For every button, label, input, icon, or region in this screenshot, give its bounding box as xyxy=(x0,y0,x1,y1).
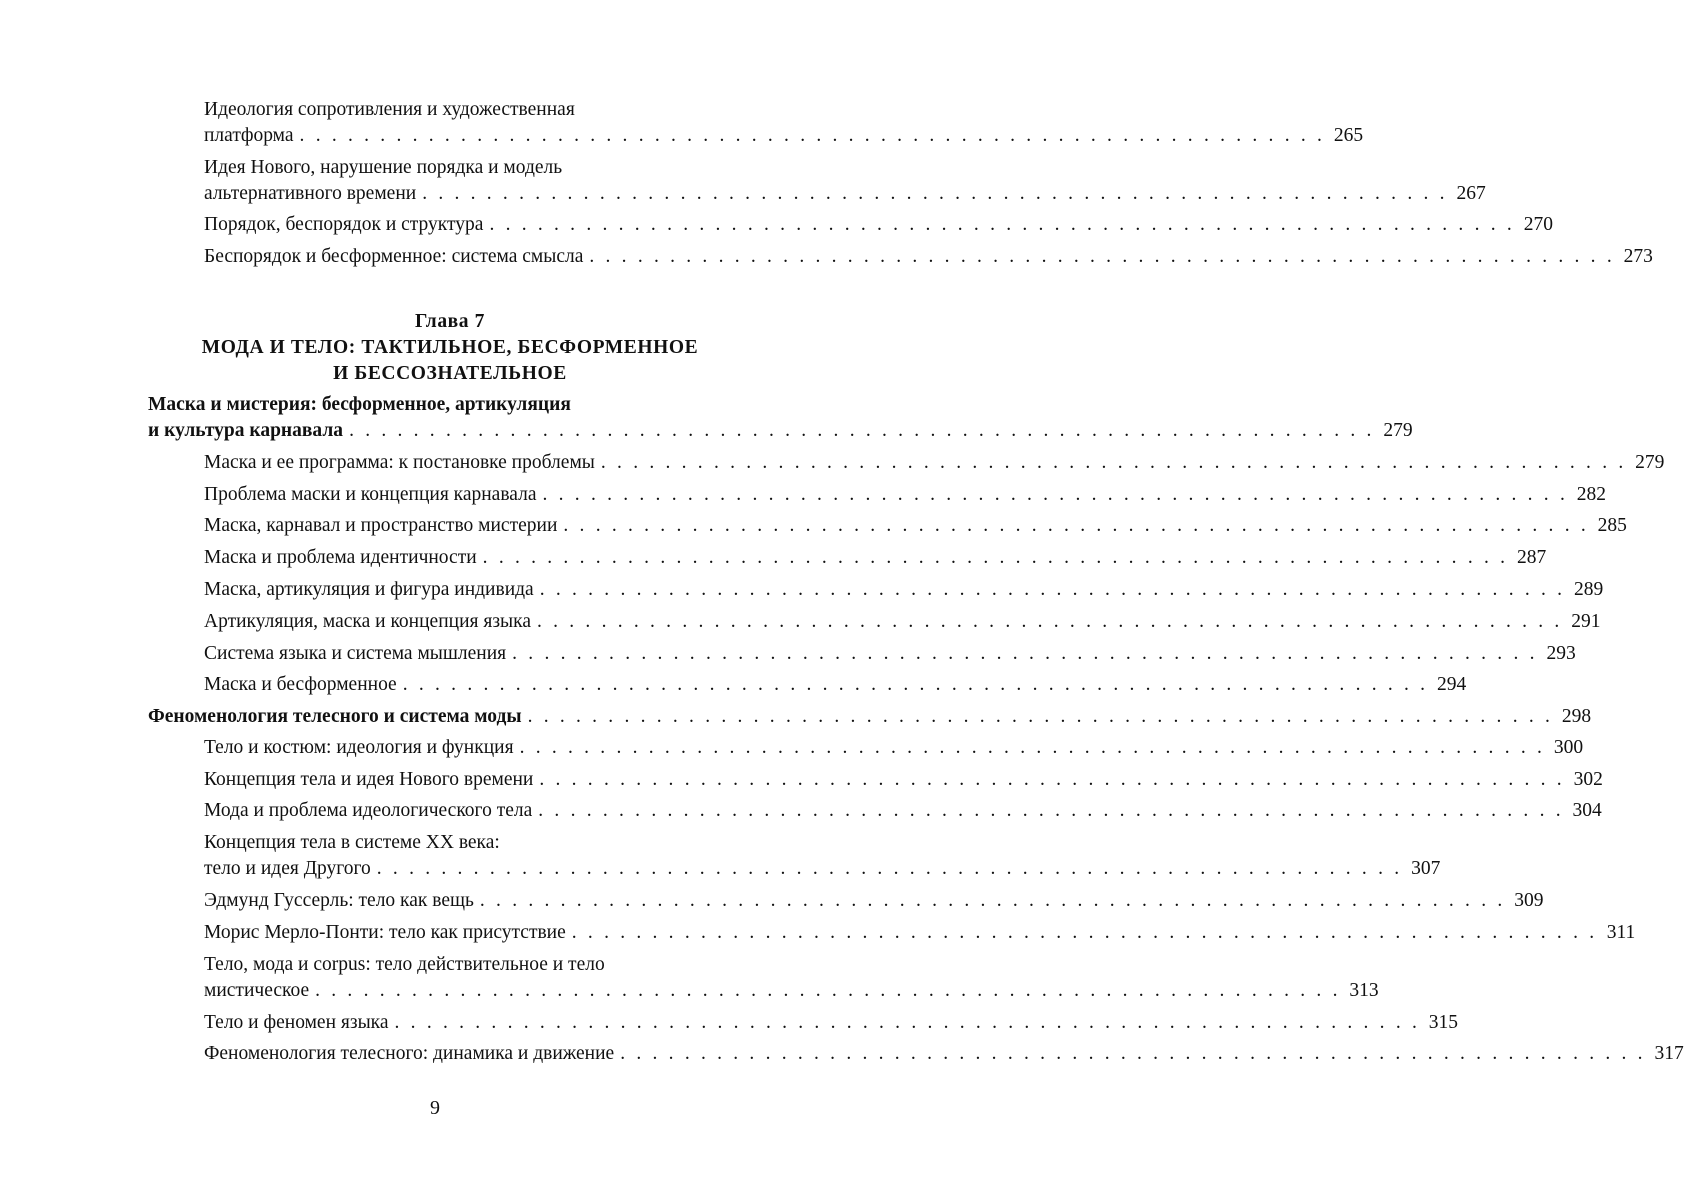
toc-entry xyxy=(204,767,1603,793)
entry-title: Мода и проблема идеологического тела xyxy=(204,800,533,821)
toc-entry xyxy=(204,920,1636,946)
page-ref: 294 xyxy=(1437,674,1467,695)
page-ref: 309 xyxy=(1514,890,1544,911)
page-ref: 315 xyxy=(1428,1012,1459,1033)
entry-title: Феноменология телесного: динамика и движение xyxy=(204,1043,615,1064)
entry-title-line1: Идея Нового, нарушение порядка и модель xyxy=(204,157,563,178)
entry-title: Артикуляция, маска и концепция языка xyxy=(204,611,531,632)
dot-leader: . . . . . . . . . . . . . . . . . . . . . . . . . . . . . . . . . . . . . . . . . . . . . . . . . . . . . . . . . . . . . . . . xyxy=(589,246,1615,267)
dot-leader: . . . . . . . . . . . . . . . . . . . . . . . . . . . . . . . . . . . . . . . . . . . . . . . . . . . . . . . . . . . . . . . . xyxy=(376,858,1403,879)
entry-title: альтернативного времени xyxy=(204,183,417,204)
page-number: 9 xyxy=(430,1097,440,1119)
toc-entry xyxy=(204,1010,1459,1036)
page-ref: 270 xyxy=(1523,214,1553,235)
entry-title: Маска и бесформенное xyxy=(204,674,397,695)
page-ref: 279 xyxy=(1635,452,1665,473)
entry-title: тело и идея Другого xyxy=(204,858,371,879)
dot-leader: . . . . . . . . . . . . . . . . . . . . . . . . . . . . . . . . . . . . . . . . . . . . . . . . . . . . . . . . . . . . . . . . xyxy=(519,737,1546,758)
dot-leader: . . . . . . . . . . . . . . . . . . . . . . . . . . . . . . . . . . . . . . . . . . . . . . . . . . . . . . . . . . . . . . . . xyxy=(402,674,1429,695)
entry-title: Концепция тела и идея Нового времени xyxy=(204,769,534,790)
dot-leader: . . . . . . . . . . . . . . . . . . . . . . . . . . . . . . . . . . . . . . . . . . . . . . . . . . . . . . . . . . . . . . . . xyxy=(422,183,1448,204)
page-ref: 282 xyxy=(1576,484,1607,505)
page-ref: 267 xyxy=(1456,183,1486,204)
entry-title: Маска и проблема идентичности xyxy=(204,547,477,568)
toc-entry xyxy=(204,450,1665,476)
page-ref: 298 xyxy=(1561,706,1592,727)
toc-entry xyxy=(204,482,1607,508)
entry-title: Проблема маски и концепция карнавала xyxy=(204,484,537,505)
dot-leader: . . . . . . . . . . . . . . . . . . . . . . . . . . . . . . . . . . . . . . . . . . . . . . . . . . . . . . . . . . . . . . . . xyxy=(539,769,1565,790)
toc-entry xyxy=(204,609,1601,635)
page-ref: 265 xyxy=(1333,125,1364,146)
dot-leader: . . . . . . . . . . . . . . . . . . . . . . . . . . . . . . . . . . . . . . . . . . . . . . . . . . . . . . . . . . . . . . . . xyxy=(349,420,1375,441)
page-ref: 273 xyxy=(1623,246,1653,267)
page-ref: 291 xyxy=(1571,611,1601,632)
section-title: и культура карнавала xyxy=(148,420,344,441)
page-ref: 313 xyxy=(1349,980,1379,1001)
toc-entry xyxy=(204,952,1379,1004)
entry-title: Беспорядок и бесформенное: система смысла xyxy=(204,246,584,267)
dot-leader: . . . . . . . . . . . . . . . . . . . . . . . . . . . . . . . . . . . . . . . . . . . . . . . . . . . . . . . . . . . . . . . . xyxy=(571,922,1598,943)
page-ref: 285 xyxy=(1597,515,1627,536)
toc-entry xyxy=(204,244,1653,270)
page-ref: 289 xyxy=(1573,579,1604,600)
page-ref: 311 xyxy=(1606,922,1636,943)
page-ref: 307 xyxy=(1411,858,1441,879)
dot-leader: . . . . . . . . . . . . . . . . . . . . . . . . . . . . . . . . . . . . . . . . . . . . . . . . . . . . . . . . . . . . . . . . xyxy=(600,452,1627,473)
dot-leader: . . . . . . . . . . . . . . . . . . . . . . . . . . . . . . . . . . . . . . . . . . . . . . . . . . . . . . . . . . . . . . . . xyxy=(482,547,1509,568)
entry-title-line1: Концепция тела в системе XX века: xyxy=(204,832,500,853)
dot-leader: . . . . . . . . . . . . . . . . . . . . . . . . . . . . . . . . . . . . . . . . . . . . . . . . . . . . . . . . . . . . . . . . xyxy=(527,706,1554,727)
dot-leader: . . . . . . . . . . . . . . . . . . . . . . . . . . . . . . . . . . . . . . . . . . . . . . . . . . . . . . . . . . . . . . . . xyxy=(489,214,1515,235)
toc-entry xyxy=(204,641,1576,667)
toc-entry xyxy=(204,888,1544,914)
entry-title: Эдмунд Гуссерль: тело как вещь xyxy=(204,890,474,911)
page-ref: 317 xyxy=(1654,1043,1684,1064)
page-ref: 293 xyxy=(1546,643,1576,664)
toc-entry xyxy=(204,513,1627,539)
toc-section xyxy=(148,392,1413,444)
entry-title: Маска, карнавал и пространство мистерии xyxy=(204,515,558,536)
section-title: Феноменология телесного и система моды xyxy=(148,706,522,727)
entry-title-line1: Идеология сопротивления и художественная xyxy=(204,99,575,120)
dot-leader: . . . . . . . . . . . . . . . . . . . . . . . . . . . . . . . . . . . . . . . . . . . . . . . . . . . . . . . . . . . . . . . . xyxy=(563,515,1589,536)
dot-leader: . . . . . . . . . . . . . . . . . . . . . . . . . . . . . . . . . . . . . . . . . . . . . . . . . . . . . . . . . . . . . . . . xyxy=(620,1043,1646,1064)
page-ref: 287 xyxy=(1516,547,1547,568)
page-ref: 304 xyxy=(1572,800,1602,821)
dot-leader: . . . . . . . . . . . . . . . . . . . . . . . . . . . . . . . . . . . . . . . . . . . . . . . . . . . . . . . . . . . . . . . . xyxy=(512,643,1538,664)
dot-leader: . . . . . . . . . . . . . . . . . . . . . . . . . . . . . . . . . . . . . . . . . . . . . . . . . . . . . . . . . . . . . . . . xyxy=(479,890,1506,911)
chapter-title-line1: МОДА И ТЕЛО: ТАКТИЛЬНОЕ, БЕСФОРМЕННОЕ xyxy=(201,337,699,358)
toc-entry xyxy=(204,735,1584,761)
toc-entry xyxy=(204,798,1602,824)
toc-entry xyxy=(204,97,1364,149)
toc-entry xyxy=(204,577,1604,603)
entry-title: Маска и ее программа: к постановке проблемы xyxy=(204,452,595,473)
section-title-line1: Маска и мистерия: бесформенное, артикуляция xyxy=(148,394,571,415)
toc-section xyxy=(148,704,1592,730)
chapter-number: Глава 7 xyxy=(414,311,485,332)
entry-title: мистическое xyxy=(204,980,310,1001)
dot-leader: . . . . . . . . . . . . . . . . . . . . . . . . . . . . . . . . . . . . . . . . . . . . . . . . . . . . . . . . . . . . . . . . xyxy=(539,579,1566,600)
toc-entry xyxy=(204,545,1547,571)
entry-title: Тело и феномен языка xyxy=(204,1012,389,1033)
dot-leader: . . . . . . . . . . . . . . . . . . . . . . . . . . . . . . . . . . . . . . . . . . . . . . . . . . . . . . . . . . . . . . . . xyxy=(315,980,1341,1001)
dot-leader: . . . . . . . . . . . . . . . . . . . . . . . . . . . . . . . . . . . . . . . . . . . . . . . . . . . . . . . . . . . . . . . . xyxy=(299,125,1326,146)
toc-entry xyxy=(204,672,1467,698)
entry-title: Порядок, беспорядок и структура xyxy=(204,214,484,235)
dot-leader: . . . . . . . . . . . . . . . . . . . . . . . . . . . . . . . . . . . . . . . . . . . . . . . . . . . . . . . . . . . . . . . . xyxy=(542,484,1569,505)
dot-leader: . . . . . . . . . . . . . . . . . . . . . . . . . . . . . . . . . . . . . . . . . . . . . . . . . . . . . . . . . . . . . . . . xyxy=(536,611,1563,632)
dot-leader: . . . . . . . . . . . . . . . . . . . . . . . . . . . . . . . . . . . . . . . . . . . . . . . . . . . . . . . . . . . . . . . . xyxy=(394,1012,1421,1033)
entry-title-line1: Тело, мода и corpus: тело действительное и тело xyxy=(204,954,605,975)
entry-title: Маска, артикуляция и фигура индивида xyxy=(204,579,534,600)
toc-entry xyxy=(204,1041,1684,1067)
page-ref: 279 xyxy=(1383,420,1413,441)
entry-title: платформа xyxy=(204,125,294,146)
toc-entry xyxy=(204,212,1553,238)
page-ref: 300 xyxy=(1553,737,1584,758)
page-ref: 302 xyxy=(1573,769,1603,790)
entry-title: Система языка и система мышления xyxy=(204,643,507,664)
entry-title: Тело и костюм: идеология и функция xyxy=(204,737,514,758)
entry-title: Морис Мерло-Понти: тело как присутствие xyxy=(204,922,566,943)
dot-leader: . . . . . . . . . . . . . . . . . . . . . . . . . . . . . . . . . . . . . . . . . . . . . . . . . . . . . . . . . . . . . . . . xyxy=(538,800,1564,821)
toc-entry xyxy=(204,155,1486,207)
toc-entry xyxy=(204,830,1441,882)
chapter-title-line2: И БЕССОЗНАТЕЛЬНОЕ xyxy=(333,363,567,384)
